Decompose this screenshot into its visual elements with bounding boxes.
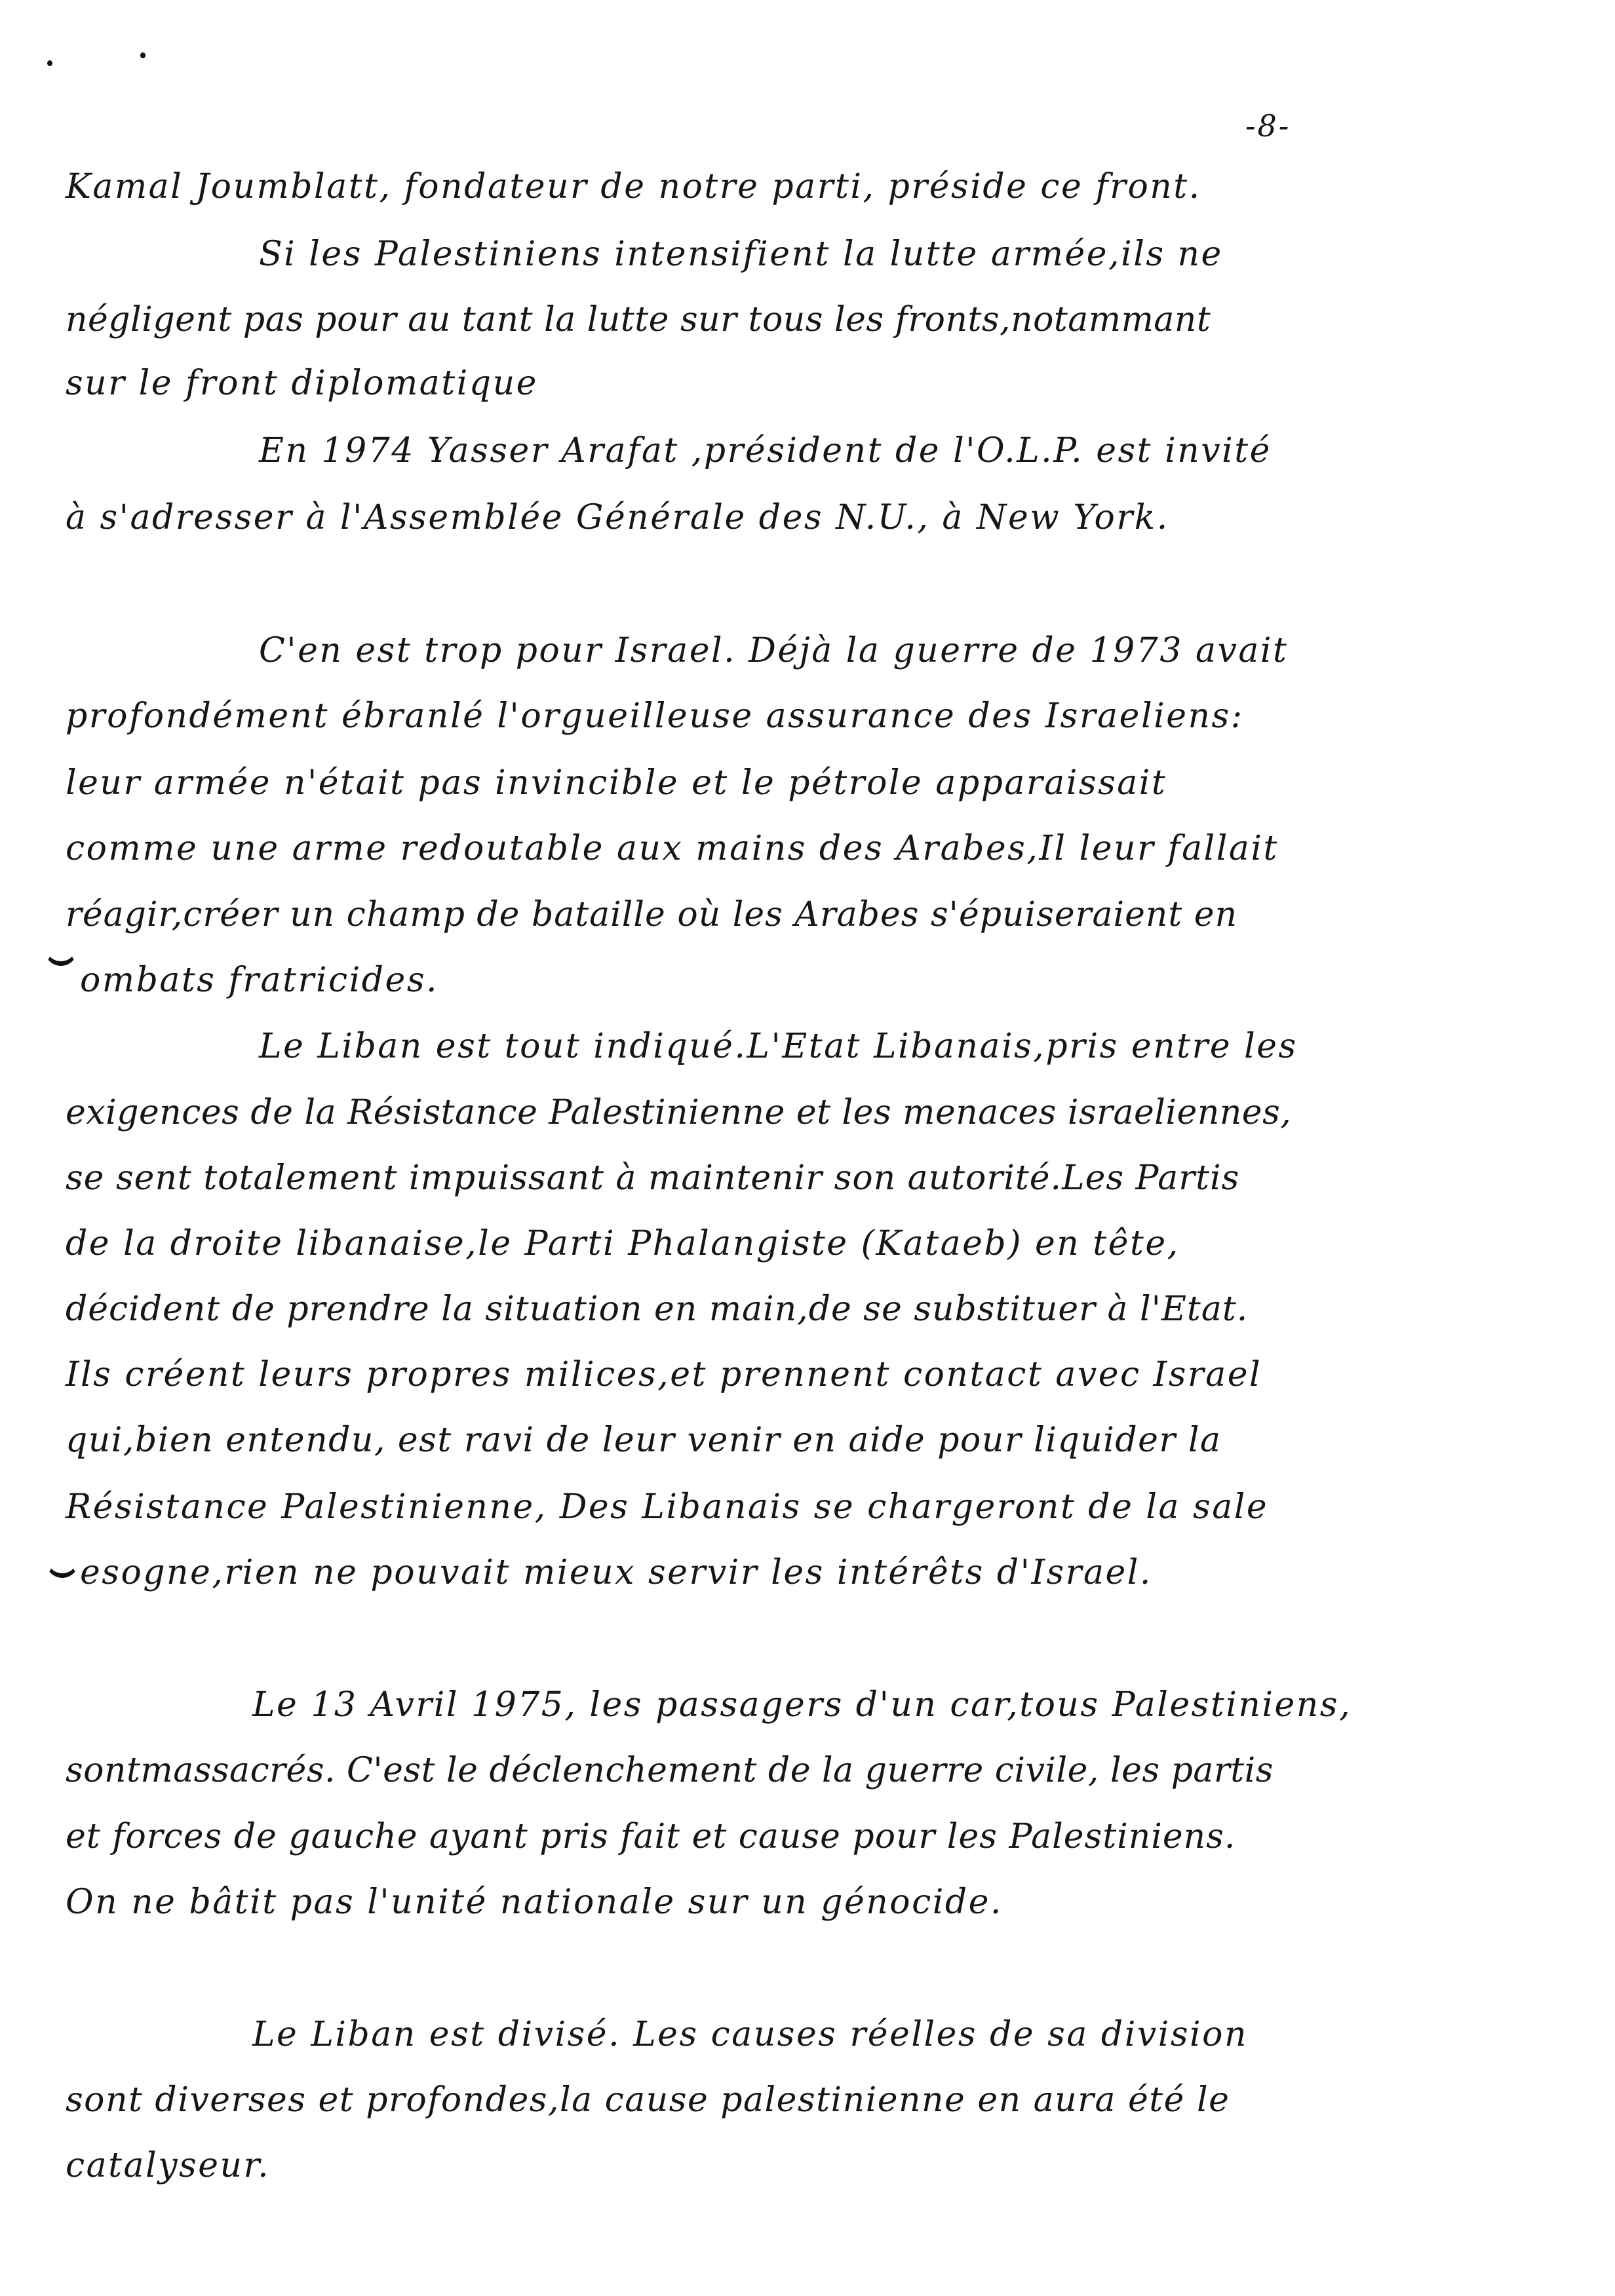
punch-hole-mark: [45, 949, 77, 966]
text-line: Le 13 Avril 1975, les passagers d'un car,tous Palestiniens,: [252, 1685, 1352, 1725]
text-line: Le Liban est tout indiqué.L'Etat Libanais,pris entre les: [259, 1027, 1298, 1066]
text-line: catalyseur.: [66, 2146, 271, 2185]
text-line: ombats fratricides.: [80, 961, 439, 1000]
text-line: comme une arme redoutable aux mains des Arabes,Il leur fallait: [66, 829, 1279, 868]
text-line: se sent totalement impuissant à maintenir son autorité.Les Partis: [66, 1158, 1240, 1198]
text-line: de la droite libanaise,le Parti Phalangiste (Kataeb) en tête,: [66, 1224, 1180, 1263]
text-line: En 1974 Yasser Arafat ,président de l'O.L.P. est invité: [259, 431, 1272, 470]
text-line: sur le front diplomatique: [66, 364, 538, 403]
punch-hole-mark: [46, 1561, 79, 1578]
text-line: leur armée n'était pas invincible et le pétrole apparaissait: [66, 763, 1167, 803]
text-line: sontmassacrés. C'est le déclenchement de la guerre civile, les partis: [66, 1751, 1274, 1790]
page-number: -8-: [1245, 108, 1291, 144]
text-line: Ils créent leurs propres milices,et prennent contact avec Israel: [66, 1355, 1262, 1394]
scan-speck: [47, 60, 52, 66]
text-line: décident de prendre la situation en main,de se substituer à l'Etat.: [66, 1290, 1249, 1329]
text-line: à s'adresser à l'Assemblée Générale des N.U., à New York.: [66, 498, 1169, 537]
text-line: Résistance Palestinienne, Des Libanais se chargeront de la sale: [66, 1487, 1269, 1527]
scan-speck: [140, 52, 146, 58]
text-line: Le Liban est divisé. Les causes réelles de sa division: [252, 2015, 1248, 2054]
text-line: Kamal Joumblatt, fondateur de notre parti, préside ce front.: [66, 167, 1201, 206]
text-line: négligent pas pour au tant la lutte sur tous les fronts,notammant: [66, 300, 1211, 339]
text-line: profondément ébranlé l'orgueilleuse assurance des Israeliens:: [66, 697, 1244, 736]
text-line: On ne bâtit pas l'unité nationale sur un génocide.: [66, 1883, 1003, 1922]
text-line: exigences de la Résistance Palestinienne et les menaces israeliennes,: [66, 1093, 1292, 1132]
text-line: sont diverses et profondes,la cause palestinienne en aura été le: [66, 2080, 1230, 2120]
text-line: et forces de gauche ayant pris fait et cause pour les Palestiniens.: [66, 1817, 1236, 1856]
text-line: esogne,rien ne pouvait mieux servir les intérêts d'Israel.: [80, 1553, 1152, 1592]
text-line: réagir,créer un champ de bataille où les Arabes s'épuiseraient en: [66, 895, 1238, 934]
text-line: Si les Palestiniens intensifient la lutte armée,ils ne: [259, 235, 1223, 274]
text-line: C'en est trop pour Israel. Déjà la guerre de 1973 avait: [259, 631, 1289, 670]
text-line: qui,bien entendu, est ravi de leur venir en aide pour liquider la: [66, 1421, 1222, 1460]
